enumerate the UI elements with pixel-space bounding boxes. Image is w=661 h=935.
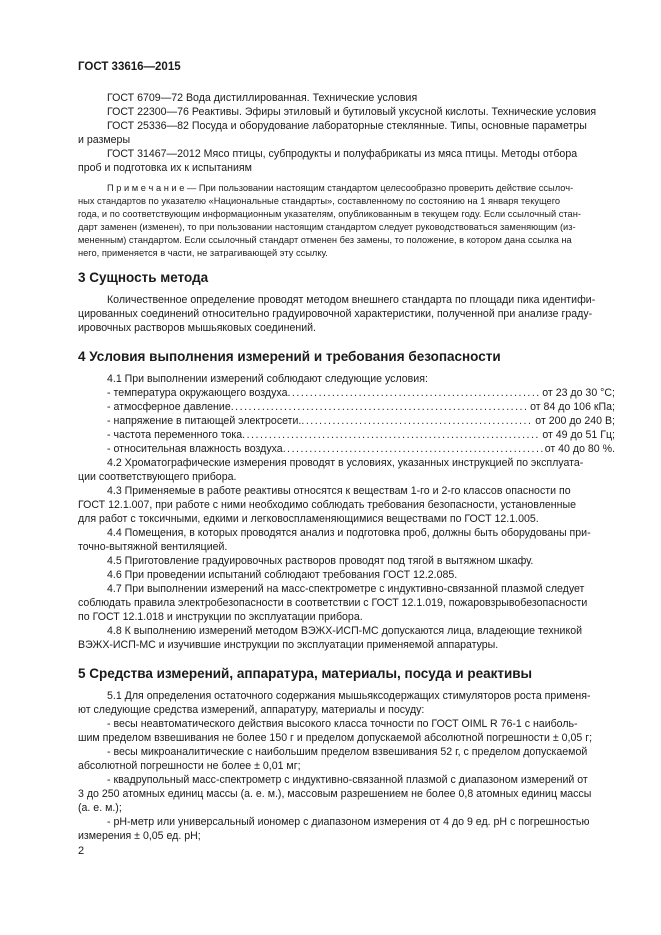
note-line: года, и по соответствующим информационным указателям, опубликованным в текущем году. Если ссылочный стан- xyxy=(78,209,581,219)
paragraph-line: - весы неавтоматического действия высокого класса точности по ГОСТ OIML R 76-1 с наиболь- xyxy=(107,718,578,730)
paragraph-line: 4.6 При проведении испытаний соблюдают требования ГОСТ 12.2.085. xyxy=(107,569,458,581)
section-5-heading: 5 Средства измерений, аппаратура, материалы, посуда и реактивы xyxy=(78,666,533,681)
paragraph-line: Количественное определение проводят методом внешнего стандарта по площади пика идентифи- xyxy=(107,294,596,306)
paragraph-line: точно-вытяжной вентиляцией. xyxy=(78,541,228,553)
paragraph-line: 5.1 Для определения остаточного содержания мышьяксодержащих стимуляторов роста применя- xyxy=(107,690,591,702)
page-number: 2 xyxy=(78,845,85,857)
paragraph-line: 4.1 При выполнении измерений соблюдают следующие условия: xyxy=(107,373,428,385)
paragraph-line: соблюдать правила электробезопасности в соответствии с ГОСТ 12.1.019, пожаровзрывобезопасности xyxy=(78,597,588,609)
paragraph-line: 4.8 К выполнению измерений методом ВЭЖХ-ИСП-МС допускаются лица, владеющие техникой xyxy=(107,625,583,637)
paragraph-line: абсолютной погрешности не более ± 0,01 мг; xyxy=(78,760,301,772)
reference-line: и размеры xyxy=(78,134,131,146)
condition-row xyxy=(107,401,615,414)
condition-value: от 40 до 80 %. xyxy=(544,443,615,455)
condition-value: от 23 до 30 °С; xyxy=(542,387,615,399)
paragraph-line: 4.5 Приготовление градуировочных растворов проводят под тягой в вытяжном шкафу. xyxy=(107,555,534,567)
paragraph-line: ют следующие средства измерений, аппаратуру, материалы и посуду: xyxy=(78,704,425,716)
note-line: мененным) стандартом. Если ссылочный стандарт отменен без замены, то положение, в котором дана ссылка на xyxy=(78,235,572,245)
paragraph-line: 3 до 250 атомных единиц массы (а. е. м.), массовым разрешением не более 0,8 атомных единиц массы xyxy=(78,788,592,800)
paragraph-line: (а. е. м.); xyxy=(78,802,122,814)
reference-line: ГОСТ 31467—2012 Мясо птицы, субпродукты и полуфабрикаты из мяса птицы. Методы отбора xyxy=(107,148,578,160)
condition-row xyxy=(107,415,615,428)
condition-label: - атмосферное давление xyxy=(107,401,231,413)
reference-line: ГОСТ 6709—72 Вода дистиллированная. Технические условия xyxy=(107,92,418,104)
condition-row xyxy=(107,429,615,442)
paragraph-line: - весы микроаналитические с наибольшим пределом взвешивания 52 г, с пределом допускаемой xyxy=(107,746,588,758)
document-header: ГОСТ 33616—2015 xyxy=(78,61,181,73)
note-line: ных стандартов по указателю «Национальные стандарты», составленному по состоянию на 1 января текущего xyxy=(78,196,561,206)
note-line: дарт заменен (изменен), то при пользовании настоящим стандартом следует руководствоваться заменяющим (из- xyxy=(78,222,576,232)
paragraph-line: шим пределом взвешивания не более 150 г и пределом допускаемой абсолютной погрешности ± 0,05 г; xyxy=(78,732,593,744)
reference-line: ГОСТ 22300—76 Реактивы. Эфиры этиловый и бутиловый уксусной кислоты. Технические условия xyxy=(107,106,597,118)
paragraph-line: ГОСТ 12.1.007, при работе с ними необходимо соблюдать требования безопасности, установленные xyxy=(78,499,576,511)
paragraph-line: - квадрупольный масс-спектрометр с индуктивно-связанной плазмой с диапазоном измерений от xyxy=(107,774,588,786)
paragraph-line: 4.7 При выполнении измерений на масс-спектрометре с индуктивно-связанной плазмой следует xyxy=(107,583,585,595)
reference-line: проб и подготовка их к испытаниям xyxy=(78,162,252,174)
condition-label: - напряжение в питающей электросети. xyxy=(107,415,302,427)
paragraph-line: измерения ± 0,05 ед. pH; xyxy=(78,830,201,842)
condition-row xyxy=(107,387,615,400)
paragraph-line: по ГОСТ 12.1.018 и инструкции по эксплуатации прибора. xyxy=(78,611,363,623)
paragraph-line: для работ с токсичными, едкими и легковоспламеняющимися веществами по ГОСТ 12.1.005. xyxy=(78,513,539,525)
paragraph-line: - pH-метр или универсальный иономер с диапазоном измерения от 4 до 9 ед. pH с погрешностью xyxy=(107,816,590,828)
section-4-heading: 4 Условия выполнения измерений и требования безопасности xyxy=(78,349,501,364)
paragraph-line: 4.3 Применяемые в работе реактивы относятся к веществам 1-го и 2-го классов опасности по xyxy=(107,485,571,497)
section-3-heading: 3 Сущность метода xyxy=(78,270,209,285)
paragraph-line: цированных соединений относительно градуировочной характеристики, полученной при анализе граду- xyxy=(78,308,593,320)
note-line: него, применяется в части, не затрагивающей эту ссылку. xyxy=(78,248,328,258)
condition-label: - частота переменного тока xyxy=(107,429,243,441)
condition-value: от 49 до 51 Гц; xyxy=(542,429,615,441)
paragraph-line: 4.4 Помещения, в которых проводятся анализ и подготовка проб, должны быть оборудованы при- xyxy=(107,527,591,539)
condition-row xyxy=(107,443,615,456)
condition-value: от 84 до 106 кПа; xyxy=(530,401,615,413)
note-line: П р и м е ч а н и е — При пользовании настоящим стандартом целесообразно проверить действие ссылоч- xyxy=(107,183,574,193)
condition-label: - относительная влажность воздуха xyxy=(107,443,283,455)
condition-label: - температура окружающего воздуха xyxy=(107,387,288,399)
paragraph-line: 4.2 Хроматографические измерения проводят в условиях, указанных инструкцией по эксплуата- xyxy=(107,457,584,469)
paragraph-line: ВЭЖХ-ИСП-МС и изучившие инструкции по эксплуатации применяемой аппаратуры. xyxy=(78,639,499,651)
condition-value: от 200 до 240 В; xyxy=(535,415,615,427)
reference-line: ГОСТ 25336—82 Посуда и оборудование лабораторные стеклянные. Типы, основные параметры xyxy=(107,120,587,132)
paragraph-line: ции соответствующего прибора. xyxy=(78,471,237,483)
paragraph-line: ировочных растворов мышьяковых соединений. xyxy=(78,322,316,334)
